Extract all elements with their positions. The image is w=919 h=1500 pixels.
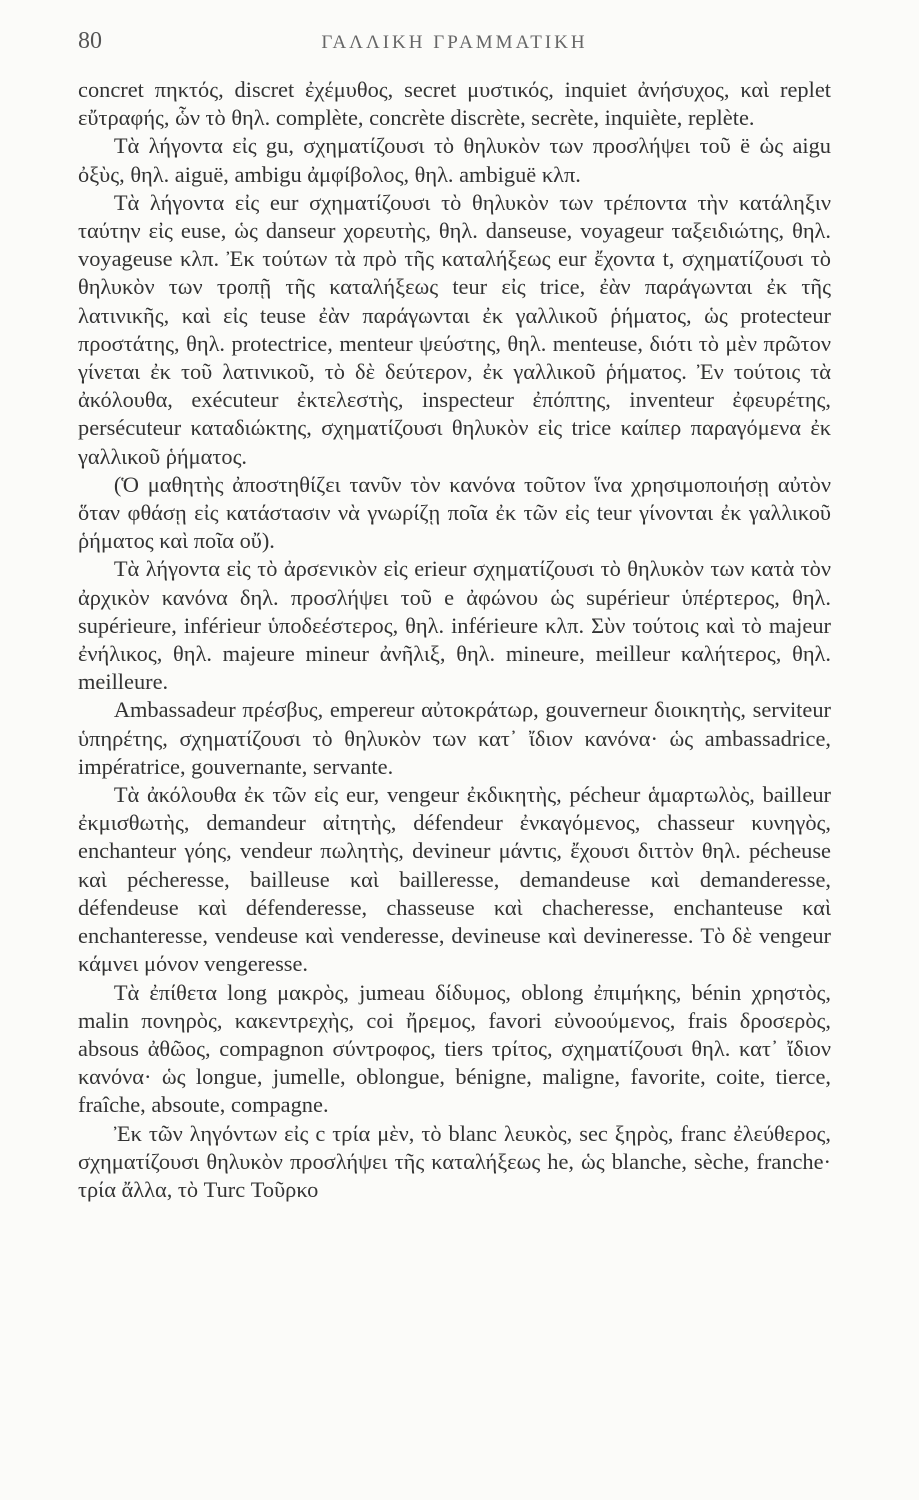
body-text [78,76,831,1204]
page-number: 80 [78,28,102,54]
paragraph-double-feminines: Τὰ ἀκόλουθα ἐκ τῶν εἰς eur, vengeur ἐκδικητὴς, pécheur ἁμαρτωλὸς, bailleur ἐκμισθωτὴς, demandeur αἰτητὴς, défendeur ἐνκαγόμενος, chasseur κυνηγὸς, enchanteur γόης, vendeur πωλητὴς, devineur μάντις, ἔχουσι διττὸν θηλ. pécheuse καὶ pécheresse, bailleuse καὶ bailleresse, demandeuse καὶ demanderesse, défendeuse καὶ défenderesse, chasseuse καὶ chacheresse, enchanteuse καὶ enchanteresse, vendeuse καὶ venderesse, devineuse καὶ devineresse. Τὸ δὲ vengeur κάμνει μόνον vengeresse. [78,782,831,977]
paragraph-adjectives: Τὰ ἐπίθετα long μακρὸς, jumeau δίδυμος, oblong ἐπιμήκης, bénin χρηστὸς, malin πονηρὸς, κακεντρεχὴς, coi ἤρεμος, favori εὐνοούμενος, frais δροσερὸς, absous ἀθῶος, compagnon σύντροφος, tiers τρίτος, σχηματίζουσι θηλ. κατ᾽ ἴδιον κανόνα· ὡς longue, jumelle, oblongue, bénigne, maligne, favorite, coite, tierce, fraîche, absoute, compagne. [78,979,831,1118]
paragraph-c-endings: Ἐκ τῶν ληγόντων εἰς c τρία μὲν, τὸ blanc λευκὸς, sec ξηρὸς, franc ἐλεύθερος, σχηματίζουσι θηλυκὸν προσλήψει τῆς καταλήξεως he, ὡς blanche, sèche, franche· τρία ἄλλα, τὸ Turc Τοῦρκο [78,1120,831,1202]
paragraph-gu-rule: Τὰ λήγοντα εἰς gu, σχηματίζουσι τὸ θηλυκὸν των προσλήψει τοῦ ë ὡς aigu ὀξὺς, θηλ. aiguë, ambigu ἀμφίβολος, θηλ. ambiguë κλπ. [78,133,831,187]
paragraph-eur-rule: Τὰ λήγοντα εἰς eur σχηματίζουσι τὸ θηλυκὸν των τρέποντα τὴν κατάληξιν ταύτην εἰς euse, ὡς danseur χορευτὴς, θηλ. danseuse, voyageur ταξειδιώτης, θηλ. voyageuse κλπ. Ἐκ τούτων τὰ πρὸ τῆς καταλήξεως eur ἔχοντα t, σχηματίζουσι τὸ θηλυκὸν των τροπῇ τῆς καταλήξεως teur εἰς trice, ἐὰν παράγωνται ἐκ τῆς λατινικῆς, καὶ εἰς teuse ἐὰν παράγωνται ἐκ γαλλικοῦ ῥήματος, ὡς protecteur προστάτης, θηλ. protectrice, menteur ψεύστης, θηλ. menteuse, διότι τὸ μὲν πρῶτον γίνεται ἐκ τοῦ λατινικοῦ, τὸ δὲ δεύτερον, ἐκ γαλλικοῦ ῥήματος. Ἐν τούτοις τὰ ἀκόλουθα, exécuteur ἐκτελεστὴς, inspecteur ἐπόπτης, inventeur ἐφευρέτης, persécuteur καταδιώκτης, σχηματίζουσι θηλυκὸν εἰς trice καίπερ παραγόμενα ἐκ γαλλικοῦ ῥήματος. [78,189,831,469]
page-header [78,28,831,72]
paragraph-continuation: concret πηκτός, discret ἐχέμυθος, secret μυστικός, inquiet ἀνήσυχος, καὶ replet εὔτραφής, ὧν τὸ θηλ. complète, concrète discrète, secrète, inquiète, replète. [78,77,831,131]
running-title: ΓΑΛΛΙΚΗ ΓΡΑΜΜΑΤΙΚΗ [321,32,588,53]
paragraph-student-note: (Ὁ μαθητὴς ἀποστηθίζει τανῦν τὸν κανόνα τοῦτον ἵνα χρησιμοποιήσῃ αὐτὸν ὅταν φθάσῃ εἰς κατάστασιν νὰ γνωρίζῃ ποῖα ἐκ τῶν εἰς teur γίνονται ἐκ γαλλικοῦ ῥήματος καὶ ποῖα οὔ). [78,471,831,554]
paragraph-special-feminines: Ambassadeur πρέσβυς, empereur αὐτοκράτωρ, gouverneur διοικητὴς, serviteur ὑπηρέτης, σχηματίζουσι τὸ θηλυκὸν των κατ᾽ ἴδιον κανόνα· ὡς ambassadrice, impératrice, gouvernante, servante. [78,697,831,779]
paragraph-erieur-rule: Τὰ λήγοντα εἰς τὸ ἀρσενικὸν εἰς erieur σχηματίζουσι τὸ θηλυκὸν των κατὰ τὸν ἀρχικὸν κανόνα δηλ. προσλήψει τοῦ e ἀφώνου ὡς supérieur ὑπέρτερος, θηλ. supérieure, inférieur ὑποδεέστερος, θηλ. inférieure κλπ. Σὺν τούτοις καὶ τὸ majeur ἐνήλικος, θηλ. majeure mineur ἀνῆλιξ, θηλ. mineure, meilleur καλήτερος, θηλ. meilleure. [78,556,831,695]
